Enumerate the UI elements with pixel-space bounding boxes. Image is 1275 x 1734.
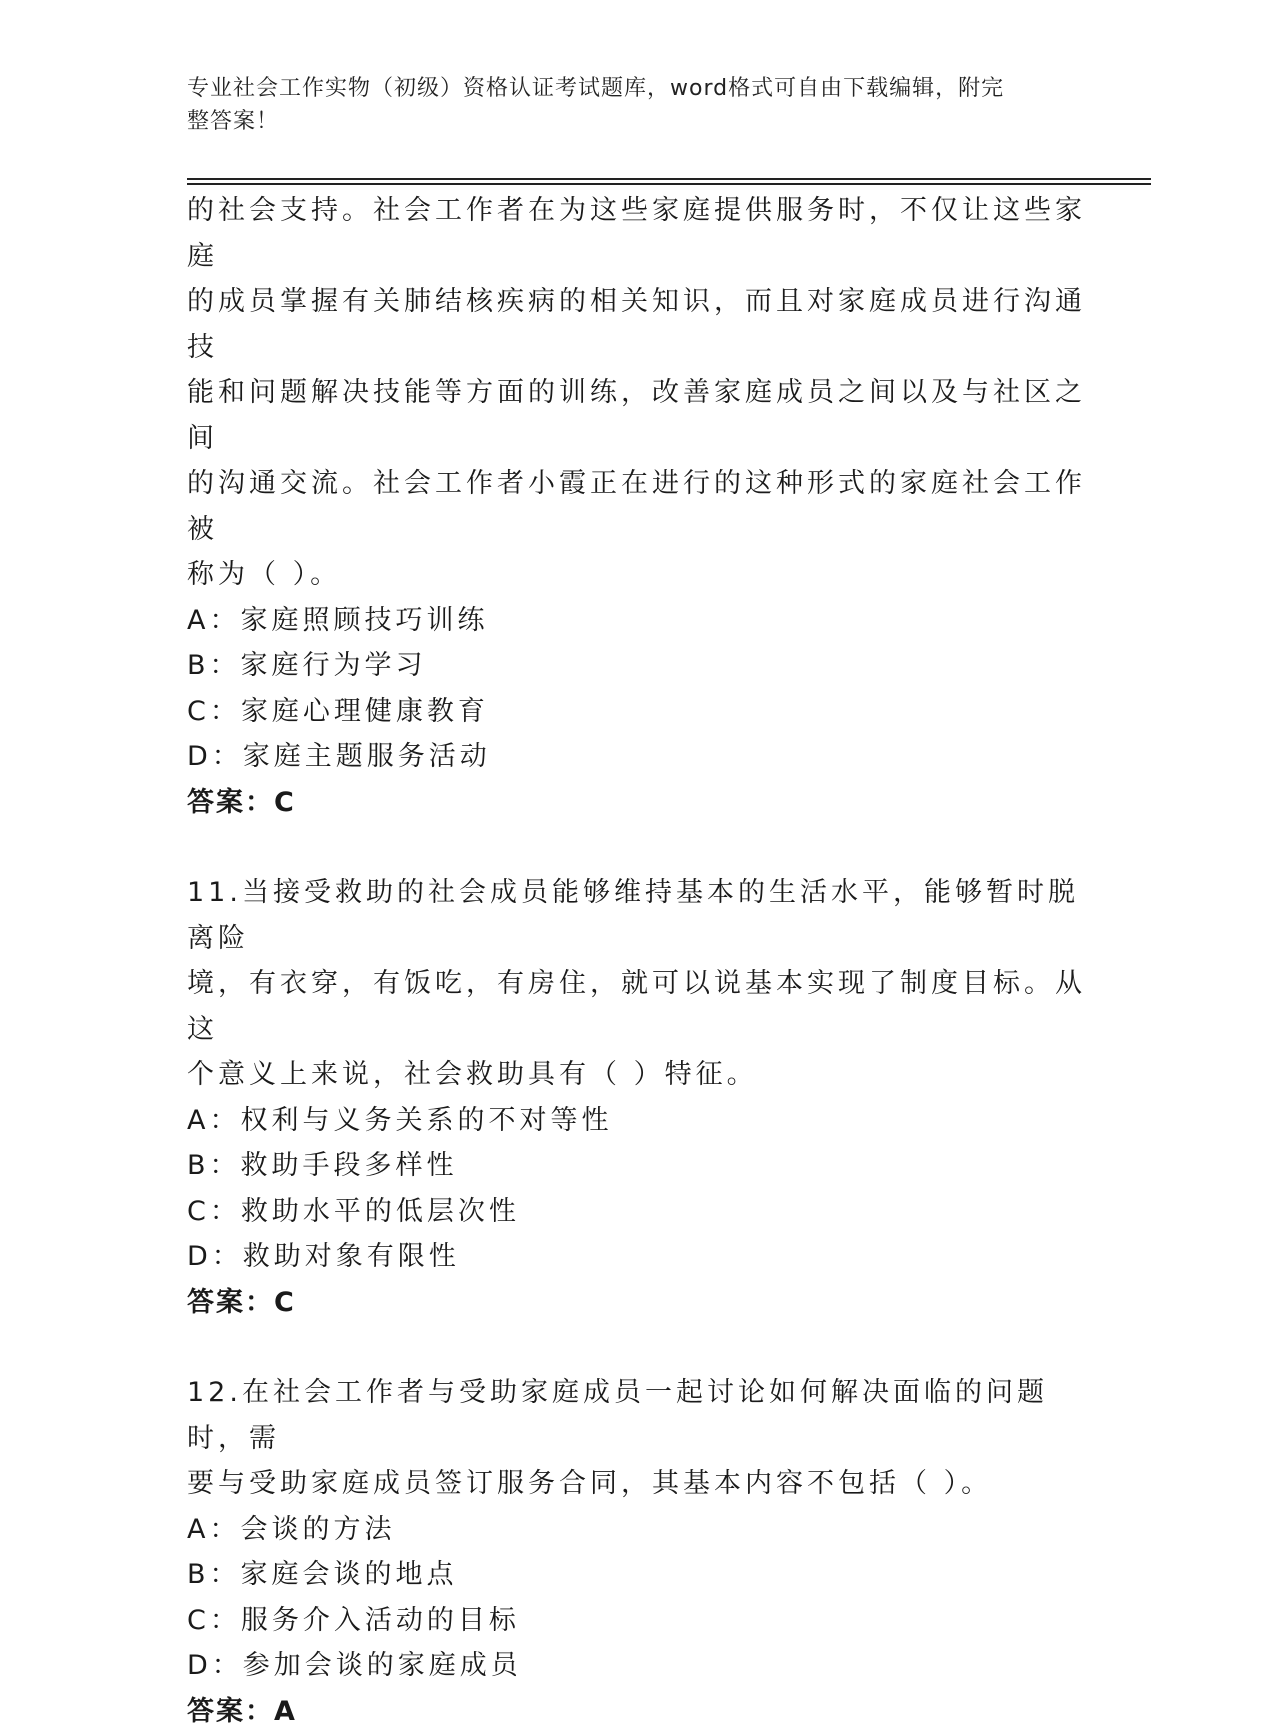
question-12 [187,1370,1087,1734]
question-10-continued [187,188,1087,825]
question-stem-line: 个意义上来说，社会救助具有（ ）特征。 [187,1052,1087,1098]
document-body [187,188,1087,1734]
question-stem-line: 称为（ ）。 [187,552,1087,598]
option-c: C：服务介入活动的目标 [187,1598,1087,1644]
option-a: A：家庭照顾技巧训练 [187,598,1087,644]
header-line-1: 专业社会工作实物（初级）资格认证考试题库，word格式可自由下载编辑，附完 [187,72,1067,105]
question-spacer [187,1325,1087,1370]
question-stem-line: 11.当接受救助的社会成员能够维持基本的生活水平，能够暂时脱离险 [187,870,1087,961]
option-b: B：家庭会谈的地点 [187,1552,1087,1598]
option-d: D：家庭主题服务活动 [187,734,1087,780]
header-line-2: 整答案！ [187,105,1067,138]
answer-line: 答案：A [187,1689,1087,1734]
question-stem-line: 能和问题解决技能等方面的训练，改善家庭成员之间以及与社区之间 [187,370,1087,461]
answer-line: 答案：C [187,1280,1087,1326]
question-stem-line: 12.在社会工作者与受助家庭成员一起讨论如何解决面临的问题时，需 [187,1370,1087,1461]
option-c: C：家庭心理健康教育 [187,689,1087,735]
option-d: D：参加会谈的家庭成员 [187,1643,1087,1689]
question-stem-line: 的社会支持。社会工作者在为这些家庭提供服务时，不仅让这些家庭 [187,188,1087,279]
question-stem-line: 的沟通交流。社会工作者小霞正在进行的这种形式的家庭社会工作被 [187,461,1087,552]
question-stem-line: 要与受助家庭成员签订服务合同，其基本内容不包括（ ）。 [187,1461,1087,1507]
question-11 [187,870,1087,1325]
document-header [187,72,1067,138]
option-b: B：家庭行为学习 [187,643,1087,689]
option-c: C：救助水平的低层次性 [187,1189,1087,1235]
answer-line: 答案：C [187,780,1087,826]
option-d: D：救助对象有限性 [187,1234,1087,1280]
option-a: A：会谈的方法 [187,1507,1087,1553]
question-spacer [187,825,1087,870]
question-stem-line: 境，有衣穿，有饭吃，有房住，就可以说基本实现了制度目标。从这 [187,961,1087,1052]
option-b: B：救助手段多样性 [187,1143,1087,1189]
question-stem-line: 的成员掌握有关肺结核疾病的相关知识，而且对家庭成员进行沟通技 [187,279,1087,370]
header-rule-top [187,178,1151,180]
option-a: A：权利与义务关系的不对等性 [187,1098,1087,1144]
header-rule-bottom [187,183,1151,185]
